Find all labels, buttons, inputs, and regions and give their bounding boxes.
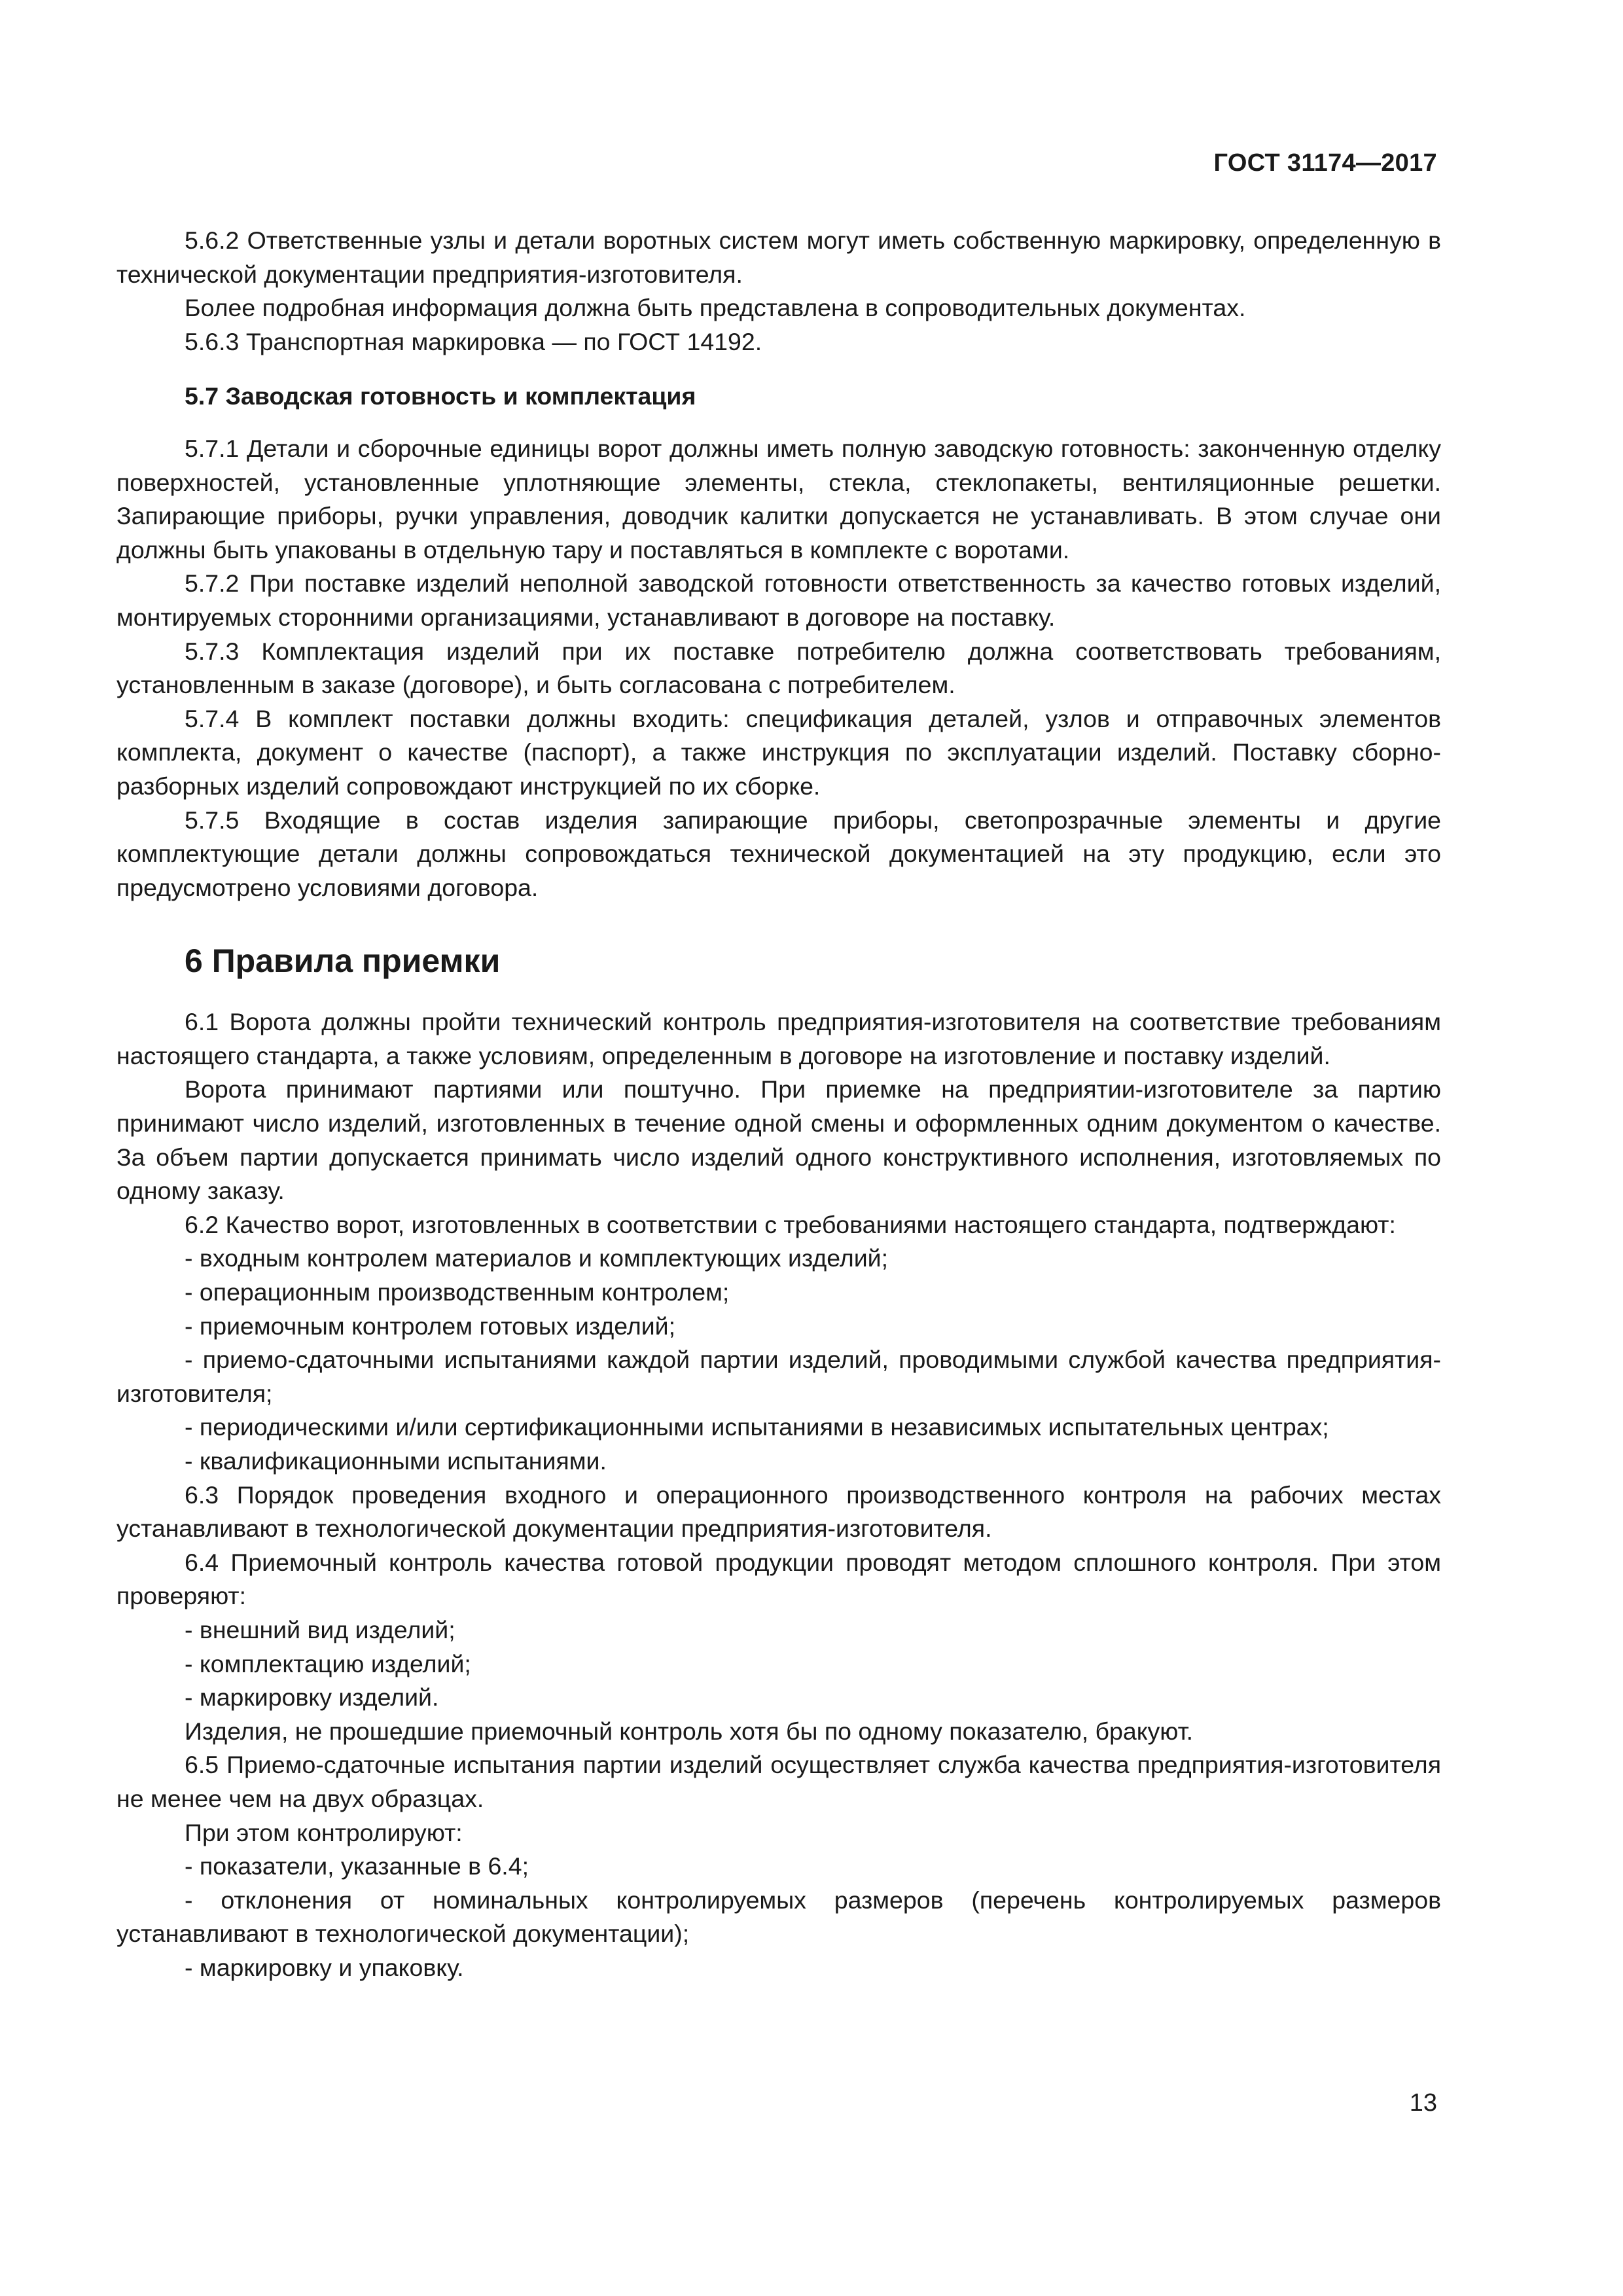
paragraph: 6.2 Качество ворот, изготовленных в соответствии с требованиями настоящего стандарта, подтверждают:: [185, 1210, 1396, 1238]
list-item: - периодическими и/или сертификационными испытаниями в независимых испытательных центрах;: [185, 1413, 1329, 1441]
list-item: - внешний вид изделий;: [185, 1615, 455, 1643]
document-code: ГОСТ 31174—2017: [1213, 149, 1437, 177]
paragraph: 6.1 Ворота должны пройти технический контроль предприятия-изготовителя на соответствие требованиям настоящего стандарта, а также условиям, определенным в договоре на изготовление и поставку изделий.: [116, 1008, 1441, 1069]
paragraph: 5.6.3 Транспортная маркировка — по ГОСТ 14192.: [185, 327, 762, 355]
list-item: - квалификационными испытаниями.: [185, 1447, 607, 1475]
list-item: - отклонения от номинальных контролируемых размеров (перечень контролируемых размеров устанавливают в технологической документации);: [116, 1886, 1441, 1948]
list-item: - входным контролем материалов и комплектующих изделий;: [185, 1244, 889, 1272]
paragraph: 6.5 Приемо-сдаточные испытания партии изделий осуществляет служба качества предприятия-изготовителя не менее чем на двух образцах.: [116, 1751, 1441, 1812]
paragraph: Ворота принимают партиями или поштучно. При приемке на предприятии-изготовителе за партию принимают число изделий, изготовленных в течение одной смены и оформленных одним документом о качестве. За объем партии допускается принимать число изделий одного конструктивного исполнения, изготовляемых по одному заказу.: [116, 1075, 1441, 1205]
paragraph: При этом контролируют:: [185, 1818, 463, 1846]
paragraph: 6.4 Приемочный контроль качества готовой продукции проводят методом сплошного контроля. При этом проверяют:: [116, 1548, 1441, 1610]
paragraph: 5.7.4 В комплект поставки должны входить: спецификация деталей, узлов и отправочных элементов комплекта, документ о качестве (паспорт), а также инструкция по эксплуатации изделий. Поставку сборно-разборных изделий сопровождают инструкцией по их сборке.: [116, 704, 1441, 800]
paragraph: Более подробная информация должна быть представлена в сопроводительных документах.: [185, 294, 1246, 322]
list-item: - маркировку изделий.: [185, 1683, 439, 1712]
paragraph: 5.7.1 Детали и сборочные единицы ворот должны иметь полную заводскую готовность: законченную отделку поверхностей, установленные уплотняющие элементы, стекла, стеклопакеты, вентиляционные решетки. Запирающие приборы, ручки управления, доводчик калитки допускается не устанавливать. В этом случае они должны быть упакованы в отдельную тару и поставляться в комплекте с воротами.: [116, 434, 1441, 564]
paragraph: 5.6.2 Ответственные узлы и детали воротных систем могут иметь собственную маркировку, определенную в технической документации предприятия-изготовителя.: [116, 226, 1441, 288]
paragraph: Изделия, не прошедшие приемочный контроль хотя бы по одному показателю, бракуют.: [185, 1717, 1194, 1745]
paragraph: 5.7.3 Комплектация изделий при их поставке потребителю должна соответствовать требованиям, установленным в заказе (договоре), и быть согласована с потребителем.: [116, 637, 1441, 699]
list-item: - операционным производственным контролем;: [185, 1278, 730, 1306]
list-item: - маркировку и упаковку.: [185, 1953, 464, 1981]
list-item: - показатели, указанные в 6.4;: [185, 1852, 529, 1880]
page-body: [116, 224, 1441, 1985]
section-heading: 6 Правила приемки: [185, 942, 501, 980]
list-item: - комплектацию изделий;: [185, 1649, 471, 1677]
subsection-heading: 5.7 Заводская готовность и комплектация: [185, 382, 696, 410]
page-number: 13: [1409, 2089, 1437, 2117]
paragraph: 5.7.2 При поставке изделий неполной заводской готовности ответственность за качество готовых изделий, монтируемых сторонними организациями, устанавливают в договоре на поставку.: [116, 569, 1441, 631]
list-item: - приемо-сдаточными испытаниями каждой партии изделий, проводимыми службой качества предприятия-изготовителя;: [116, 1346, 1441, 1407]
list-item: - приемочным контролем готовых изделий;: [185, 1312, 676, 1340]
paragraph: 5.7.5 Входящие в состав изделия запирающие приборы, светопрозрачные элементы и другие комплектующие детали должны сопровождаться технической документацией на эту продукцию, если это предусмотрено условиями договора.: [116, 806, 1441, 901]
paragraph: 6.3 Порядок проведения входного и операционного производственного контроля на рабочих местах устанавливают в технологической документации предприятия-изготовителя.: [116, 1480, 1441, 1543]
